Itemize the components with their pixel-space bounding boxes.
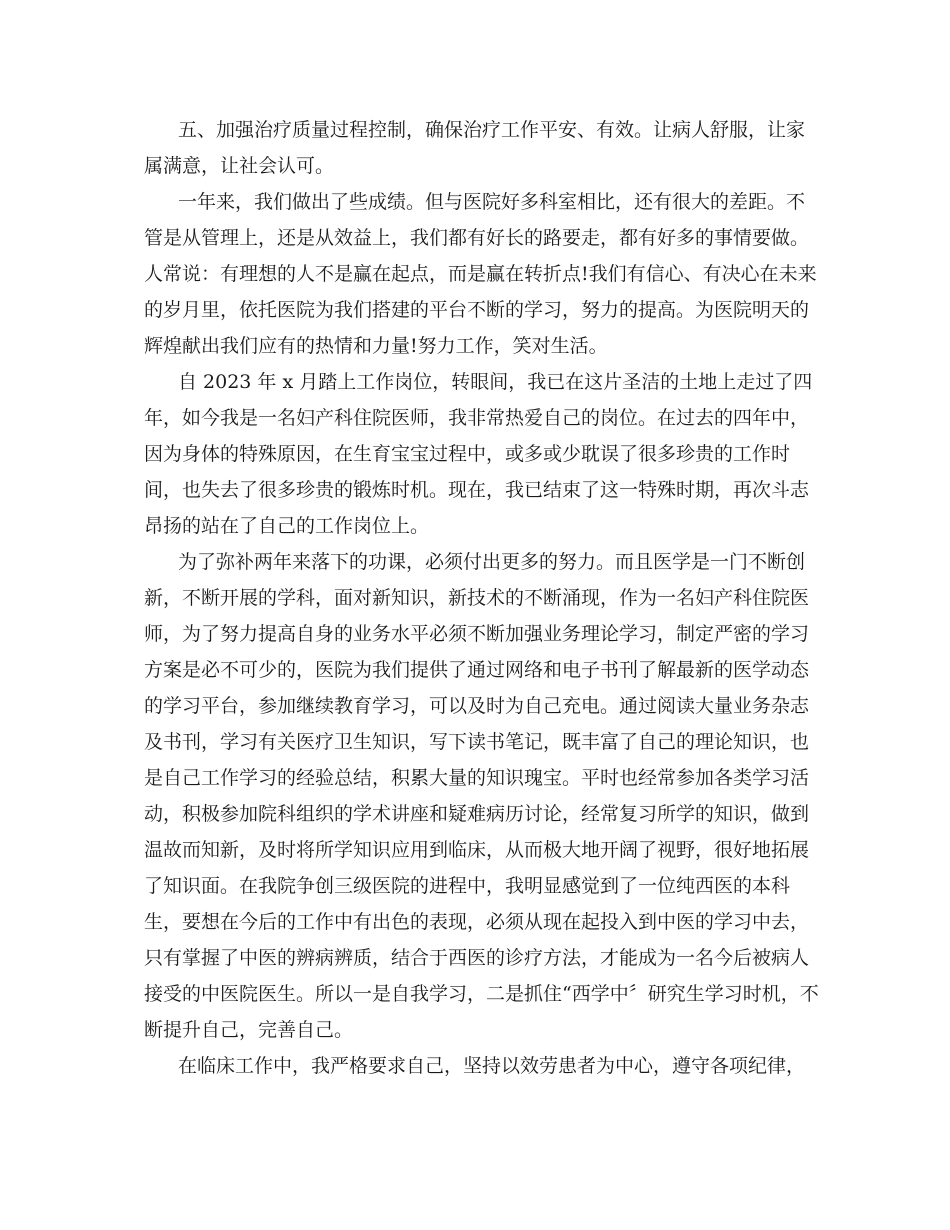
text-line: 五、加强治疗质量过程控制，确保治疗工作平安、有效。让病人舒服，让家 [178,119,806,141]
text-line: 生，要想在今后的工作中有出色的表现，必须从现在起投入到中医的学习中去， [144,911,810,933]
text-line: 因为身体的特殊原因，在生育宝宝过程中，或多或少耽误了很多珍贵的工作时 [144,443,791,465]
text-line: 新，不断开展的学科，面对新知识，新技术的不断涌现，作为一名妇产科住院医 [144,587,810,609]
text-line: 断提升自己，完善自己。 [144,1019,354,1041]
text-line: 了知识面。在我院争创三级医院的进程中，我明显感觉到了一位纯西医的本科 [144,875,791,897]
text-line: 管是从管理上，还是从效益上，我们都有好长的路要走，都有好多的事情要做。 [144,227,810,249]
text-line: 温故而知新，及时将所学知识应用到临床，从而极大地开阔了视野，很好地拓展 [144,839,810,861]
text-line: 辉煌献出我们应有的热情和力量!努力工作，笑对生活。 [144,335,608,357]
text-line: 一年来，我们做出了些成绩。但与医院好多科室相比，还有很大的差距。不 [178,191,806,213]
text-line: 间，也失去了很多珍贵的锻炼时机。现在，我已结束了这一特殊时期，再次斗志 [144,479,810,501]
text-line: 自 2023 年 x 月踏上工作岗位，转眼间，我已在这片圣洁的土地上走过了四 [178,371,813,393]
text-line: 为了弥补两年来落下的功课，必须付出更多的努力。而且医学是一门不断创 [178,551,806,573]
text-line: 昂扬的站在了自己的工作岗位上。 [144,515,430,537]
text-line: 只有掌握了中医的辨病辨质，结合于西医的诊疗方法，才能成为一名今后被病人 [144,947,810,969]
text-line: 在临床工作中，我严格要求自己，坚持以效劳患者为中心，遵守各项纪律， [178,1055,806,1077]
text-line: 属满意，让社会认可。 [144,155,335,177]
text-line: 是自己工作学习的经验总结，积累大量的知识瑰宝。平时也经常参加各类学习活 [144,767,810,789]
text-line: 方案是必不可少的，医院为我们提供了通过网络和电子书刊了解最新的医学动态 [144,659,810,681]
text-line: 的学习平台，参加继续教育学习，可以及时为自己充电。通过阅读大量业务杂志 [144,695,810,717]
text-line: 年，如今我是一名妇产科住院医师，我非常热爱自己的岗位。在过去的四年中， [144,407,810,429]
text-line: 师，为了努力提高自身的业务水平必须不断加强业务理论学习，制定严密的学习 [144,623,810,645]
text-line: 接受的中医院医生。所以一是自我学习，二是抓住“西学中〞研究生学习时机，不 [144,983,819,1005]
text-line: 动，积极参加院科组织的学术讲座和疑难病历讨论，经常复习所学的知识，做到 [144,803,810,825]
text-line: 的岁月里，依托医院为我们搭建的平台不断的学习，努力的提高。为医院明天的 [144,299,810,321]
text-line: 及书刊，学习有关医疗卫生知识，写下读书笔记，既丰富了自己的理论知识，也 [144,731,810,753]
text-line: 人常说：有理想的人不是赢在起点，而是赢在转折点!我们有信心、有决心在未来 [144,263,817,285]
